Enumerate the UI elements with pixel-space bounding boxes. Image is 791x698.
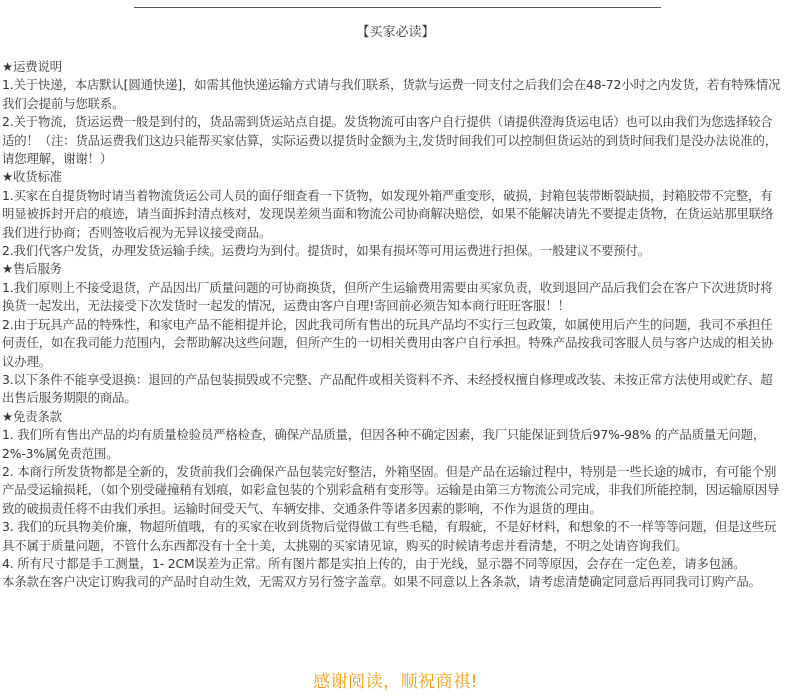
aftersales-item: 1.我们原则上不接受退货，产品因出厂质量问题的可协商换货，但所产生运输费用需要由买家负责，收到退回产品后我们会在客户下次进货时将换货一起发出，无法接受下次发货时一起发的情况，运费由客户自理!寄回前必须告知本商行旺旺客服！！ — [2, 279, 773, 314]
aftersales-item: 3.以下条件不能享受退换：退回的产品包装损毁或不完整、产品配件或相关资料不齐、未经授权擅自修理或改装、未按正常方法使用或贮存、超出售后服务期限的商品。 — [2, 371, 773, 406]
shipping-item: 2.关于物流，货运运费一般是到付的，货品需到货运站点自提。发货物流可由客户自行提供（请提供澄海货运电话）也可以由我们为您选择较合适的！（注：货品运费我们这边只能帮买家估算，实际运费以提货时金额为主,发货时间我们可以控制但货运站的到货时间我们是没办法说准的，请您理解，谢谢！） — [2, 114, 777, 167]
disclaimer-item: 4. 所有尺寸都是手工测量，1- 2CM误差为正常。所有图片都是实拍上传的，由于光线，显示器不同等原因，会存在一定色差，请多包涵。 — [2, 555, 746, 571]
top-divider — [134, 7, 661, 8]
disclaimer-item: 2. 本商行所发货物都是全新的，发货前我们会确保产品包装完好整洁，外箱坚固。但是产品在运输过程中，特别是一些长途的城市，有可能个别产品受运输损耗，（如个别受碰撞稍有划痕，如彩盒包装的个别彩盒稍有变形等。运输是由第三方物流公司完成，非我们所能控制，因运输原因导致的破损责任将不由我们承担。运输时间受天气、车辆安排、交通条件等诸多因素的影响，不作为退货的理由。 — [2, 463, 780, 516]
receiving-item: 2.我们代客户发货，办理发货运输手续。运费均为到付。提货时，如果有损坏等可用运费进行担保。一般建议不要预付。 — [2, 243, 651, 259]
disclaimer-item: 3. 我们的玩具物美价廉，物超所值哦，有的买家在收到货物后觉得做工有些毛糙，有瑕疵，不是好材料，和想象的不一样等等问题，但是这些玩具不属于质量问题，不管什么东西都没有十全十美，太挑剔的买家请见谅，购买的时候请考虑并看清楚，不明之处请咨询我们。 — [2, 519, 777, 553]
thanks-message: 感谢阅读，顺祝商祺! — [313, 672, 478, 692]
closing-note: 本条款在客户决定订购我司的产品时自动生效，无需双方另行签字盖章。如果不同意以上各条款，请考虑清楚确定同意后再同我司订购产品。 — [2, 574, 761, 590]
aftersales-item: 2.由于玩具产品的特殊性，和家电产品不能相提并论，因此我司所有售出的玩具产品均不实行三包政策，如属使用后产生的问题，我司不承担任何责任，如在我司能力范围内，会帮助解决这些问题，但所产生的一切相关费用由客户自行承担。特殊产品按我司客服人员与客户达成的相关协议办理。 — [2, 316, 774, 369]
shipping-item: 1.关于快递，本店默认[圆通快递]，如需其他快递运输方式请与我们联系，货款与运费一同支付之后我们会在48-72小时之内发货，若有特殊情况我们会提前与您联系。 — [2, 77, 781, 111]
receiving-item: 1.买家在自提货物时请当着物流货运公司人员的面仔细查看一下货物，如发现外箱严重变形，破损，封箱包装带断裂缺损，封箱胶带不完整，有明显被拆封开启的痕迹，请当面拆封清点核对，发现误差须当面和物流公司协商解决赔偿，如果不能解决请先不要提走货物，在货运站那里联络我们进行协商；否则签收后视为无异议接受商品。 — [2, 187, 774, 240]
notice-content — [2, 58, 783, 592]
section-title-shipping: ★运费说明 — [2, 59, 62, 74]
page-title: 【买家必读】 — [356, 25, 435, 40]
section-title-disclaimer: ★免责条款 — [2, 408, 62, 424]
disclaimer-item: 1. 我们所有售出产品的均有质量检验员严格检查，确保产品质量，但因各种不确定因素，我厂只能保证到货后97%-98% 的产品质量无问题，2%-3%属免责范围。 — [2, 427, 766, 461]
section-title-aftersales: ★售后服务 — [2, 261, 62, 277]
section-title-receiving: ★收货标准 — [2, 169, 62, 185]
